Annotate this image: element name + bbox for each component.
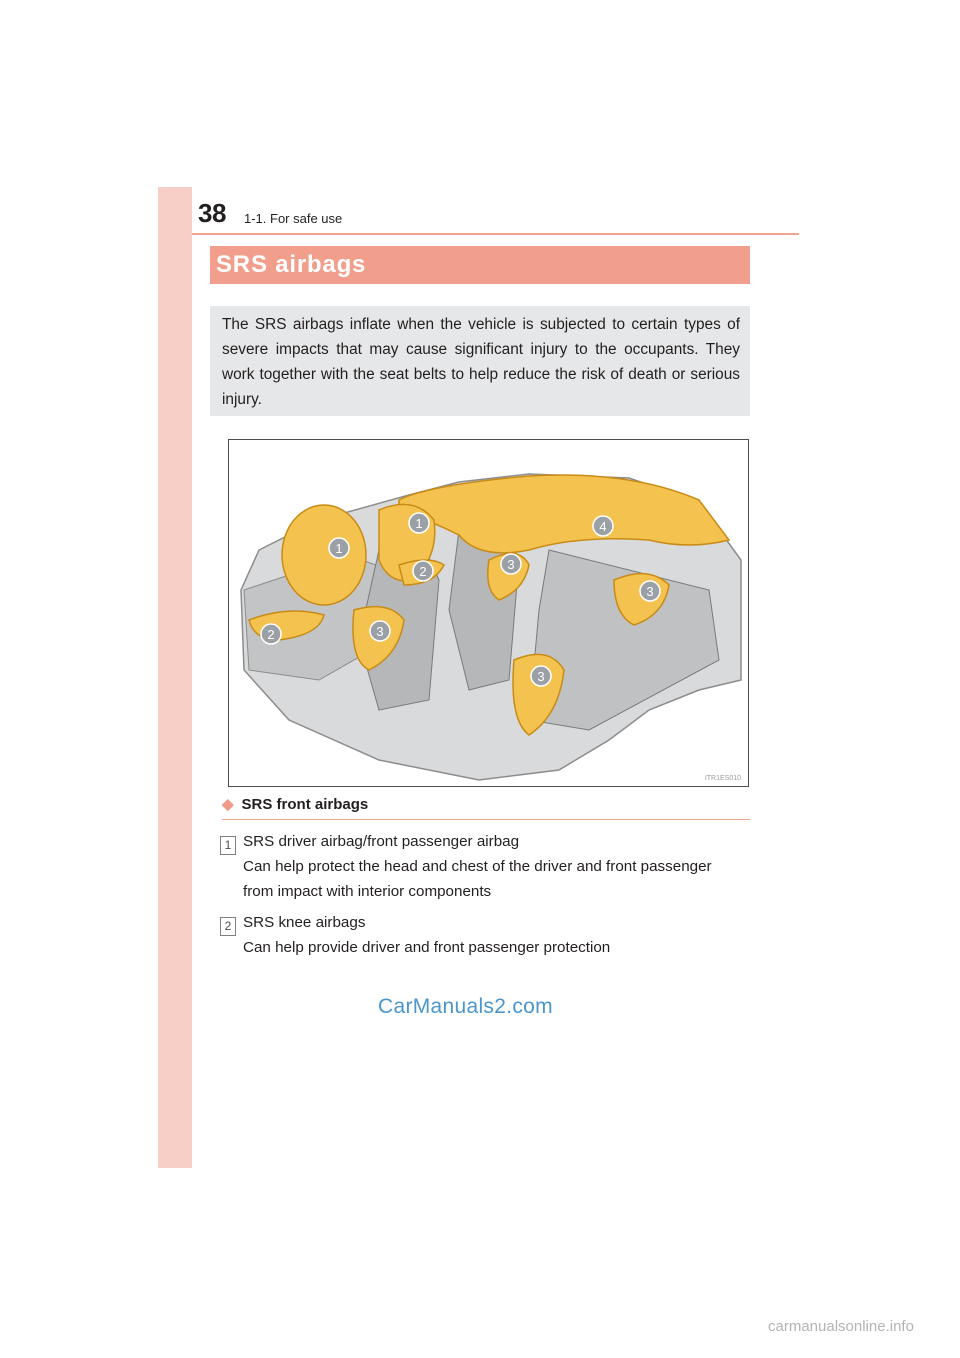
callout-rear-side-airbag-right: 3: [646, 584, 654, 599]
item-description: from impact with interior components: [243, 883, 492, 900]
intro-text: The SRS airbags inflate when the vehicle is subjected to certain types of severe impacts that may cause significant injury to the occupants. They work together with the seat belts to help reduce the risk of death or serious injury.: [222, 316, 740, 408]
item-number-badge: 2: [220, 917, 236, 936]
callout-driver-airbag: 1: [335, 541, 343, 556]
diamond-bullet-icon: ◆: [222, 796, 234, 813]
airbag-illustration: [228, 439, 749, 787]
section-label: 1-1. For safe use: [244, 211, 343, 226]
page-title: SRS airbags: [216, 251, 367, 278]
page-number: 38: [198, 198, 226, 228]
item-description: Can help protect the head and chest of the driver and front passenger: [243, 858, 712, 875]
airbag-diagram: [229, 440, 748, 786]
item-description: Can help provide driver and front passenger protection: [243, 939, 611, 956]
watermark-link[interactable]: CarManuals2.com: [378, 995, 553, 1018]
callout-passenger-airbag: 1: [415, 516, 423, 531]
callout-driver-knee-airbag: 2: [267, 627, 275, 642]
callout-front-side-airbag-driver: 3: [376, 624, 384, 639]
subheading-text: SRS front airbags: [241, 796, 369, 813]
item-number-badge: 1: [220, 836, 236, 855]
item-title: SRS knee airbags: [243, 914, 366, 931]
subheading: [222, 795, 368, 813]
callout-front-side-airbag-passenger: 3: [507, 557, 515, 572]
side-tab-bar: [158, 187, 192, 1168]
driver-airbag: [282, 505, 366, 605]
header-divider: [192, 233, 799, 235]
subheading-divider: [222, 819, 750, 820]
item-title: SRS driver airbag/front passenger airbag: [243, 833, 520, 850]
callout-rear-side-airbag-left: 3: [537, 669, 545, 684]
figure-code: ITR1ES010: [704, 775, 741, 782]
callout-passenger-knee-airbag: 2: [419, 564, 427, 579]
callout-curtain-airbag: 4: [599, 519, 607, 534]
footer-watermark: carmanualsonline.info: [768, 1318, 914, 1335]
